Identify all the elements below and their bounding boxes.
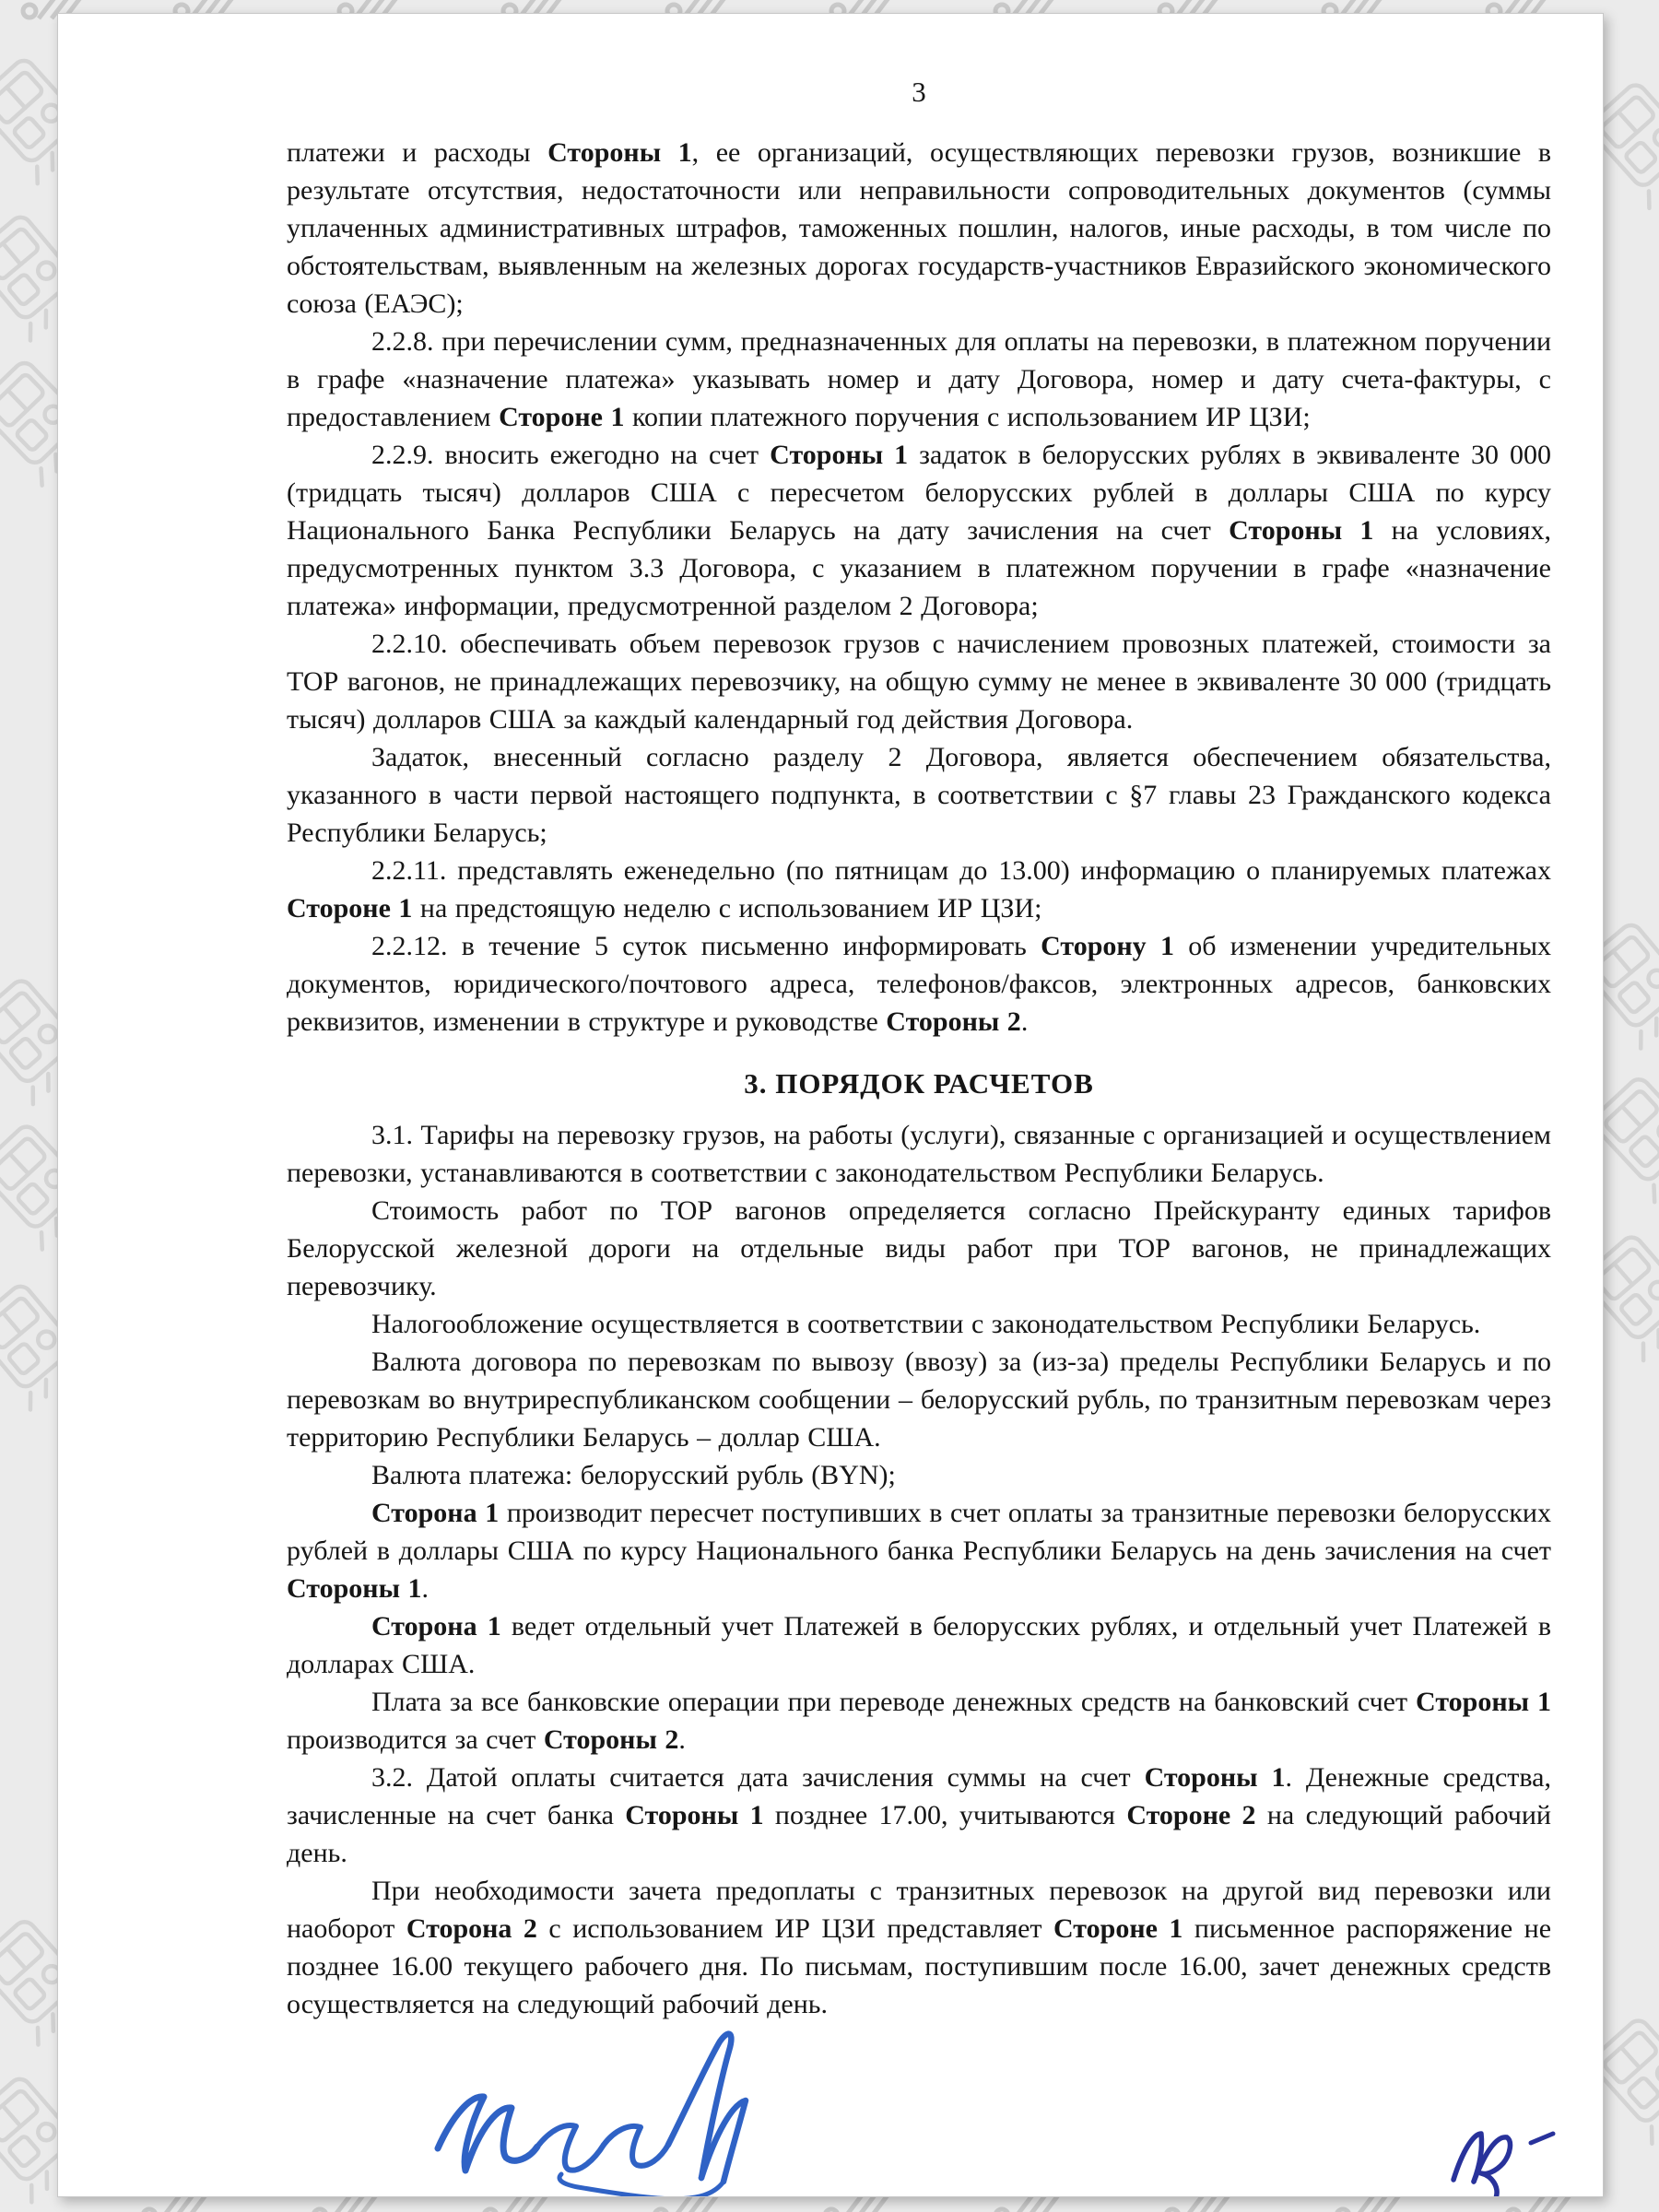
bold-text-run: 3. ПОРЯДОК РАСЧЕТОВ — [744, 1067, 1094, 1100]
text-run: ведет отдельный учет Платежей в белорусских рублях, и отдельный учет Платежей в долларах США. — [287, 1611, 1551, 1679]
text-run: . Денежные средства, зачисленные на счет банка — [287, 1762, 1551, 1830]
text-run: 2.2.10. обеспечивать объем перевозок грузов с начислением провозных платежей, стоимости за ТОР вагонов, не принадлежащих перевозчику, на общую сумму не менее в эквиваленте 30 000 (тридцать тысяч) долларов США за каждый календарный год действия Договора. — [287, 629, 1551, 735]
text-run: на условиях, предусмотренных пунктом 3.3 Договора, с указанием в платежном поручении в графе «назначение платежа» информации, предусмотренной разделом 2 Договора; — [287, 515, 1551, 621]
paragraph — [287, 1607, 1551, 1683]
text-run: 3.2. Датой оплаты считается дата зачисления суммы на счет — [371, 1762, 1145, 1793]
paragraph — [287, 738, 1551, 852]
bold-text-run: Стороне 1 — [287, 893, 413, 924]
text-run: копии платежного поручения с использованием ИР ЦЗИ; — [624, 402, 1311, 432]
text-run: с использованием ИР ЦЗИ представляет — [536, 1913, 1054, 1944]
bold-text-run: Сторона 1 — [371, 1498, 500, 1528]
bold-text-run: Стороне 1 — [1053, 1913, 1183, 1944]
document-page — [57, 13, 1604, 2197]
paragraph — [287, 927, 1551, 1041]
text-run: на предстоящую неделю с использованием ИР ЦЗИ; — [412, 893, 1042, 924]
text-run: Стоимость работ по ТОР вагонов определяется согласно Прейскуранту единых тарифов Белорусской железной дороги на отдельные виды работ при ТОР вагонов, не принадлежащих перевозчику. — [287, 1195, 1551, 1301]
text-run: 3.1. Тарифы на перевозку грузов, на работы (услуги), связанные с организацией и осуществлением перевозки, устанавливаются в соответствии с законодательством Республики Беларусь. — [287, 1120, 1551, 1188]
paragraph — [287, 436, 1551, 625]
document-body — [287, 73, 1551, 2023]
paragraph — [287, 1494, 1551, 1607]
paragraph — [287, 1759, 1551, 1872]
bold-text-run: Сторона 2 — [406, 1913, 537, 1944]
bold-text-run: Стороне 1 — [499, 402, 625, 432]
text-run: 2.2.9. вносить ежегодно на счет — [371, 440, 771, 470]
text-run: позднее 17.00, учитываются — [763, 1800, 1127, 1830]
text-run: 2.2.11. представлять еженедельно (по пятницам до 13.00) информацию о планируемых платежах — [371, 855, 1551, 886]
text-run: платежи и расходы — [287, 137, 548, 168]
bold-text-run: Стороны 1 — [287, 1573, 422, 1604]
section-heading — [287, 1065, 1551, 1103]
paragraph — [287, 134, 1551, 323]
paragraph — [287, 1305, 1551, 1343]
text-run: Налогообложение осуществляется в соответствии с законодательством Республики Беларусь. — [371, 1309, 1481, 1339]
bold-text-run: Стороны 1 — [1229, 515, 1374, 546]
bold-text-run: Стороны 1 — [770, 440, 909, 470]
bold-text-run: Стороны 2 — [543, 1724, 679, 1755]
text-run: Валюта договора по перевозкам по вывозу (ввозу) за (из-за) пределы Республики Беларусь и по перевозкам во внутриреспубликанском сообщении – белорусский рубль, по транзитным перевозкам через территорию Республики Беларусь – доллар США. — [287, 1347, 1551, 1453]
text-run: , ее организаций, осуществляющих перевозки грузов, возникшие в результате отсутствия, недостаточности или неправильности сопроводительных документов (суммы уплаченных административных штрафов, таможенных пошлин, налогов, иные расходы, в том числе по обстоятельствам, выявленным на железных дорогах государств-участников Евразийского экономического союза (ЕАЭС); — [287, 137, 1551, 319]
handwritten-signature-icon — [425, 2019, 830, 2197]
bold-text-run: Сторону 1 — [1041, 931, 1174, 961]
text-run: об изменении учредительных документов, юридического/почтового адреса, телефонов/факсов, электронных адресов, банковских реквизитов, изменении в структуре и руководстве — [287, 931, 1551, 1037]
paragraph — [287, 1456, 1551, 1494]
bold-text-run: Стороны 1 — [547, 137, 692, 168]
paragraph — [287, 1872, 1551, 2023]
paragraph — [287, 1343, 1551, 1456]
paragraph — [287, 1192, 1551, 1305]
text-run: При необходимости зачета предоплаты с транзитных перевозок на другой вид перевозки или наоборот — [287, 1876, 1551, 1944]
text-run: 2.2.8. при перечислении сумм, предназначенных для оплаты на перевозки, в платежном поручении в графе «назначение платежа» указывать номер и дату Договора, номер и дату счета-фактуры, с предоставлением — [287, 326, 1551, 432]
text-run: на следующий рабочий день. — [287, 1800, 1551, 1868]
text-run: . — [1020, 1006, 1029, 1037]
handwritten-initials-icon — [1439, 2102, 1577, 2197]
text-run: Задаток, внесенный согласно разделу 2 Договора, является обеспечением обязательства, указанного в части первой настоящего подпункта, в соответствии с §7 главы 23 Гражданского кодекса Республики Беларусь; — [287, 742, 1551, 848]
text-run: Валюта платежа: белорусский рубль (BYN); — [371, 1460, 896, 1490]
bold-text-run: Стороны 1 — [1416, 1687, 1552, 1717]
paragraph — [287, 625, 1551, 738]
text-run: письменное распоряжение не позднее 16.00 текущего рабочего дня. По письмам, поступившим после 16.00, зачет денежных средств осуществляется на следующий рабочий день. — [287, 1913, 1552, 2019]
bold-text-run: Стороны 1 — [625, 1800, 764, 1830]
paragraph — [287, 323, 1551, 436]
text-run: 2.2.12. в течение 5 суток письменно информировать — [371, 931, 1041, 961]
bold-text-run: Стороны 1 — [1144, 1762, 1286, 1793]
text-run: . — [678, 1724, 686, 1755]
bold-text-run: Стороны 2 — [886, 1006, 1021, 1037]
text-run: производится за счет — [287, 1724, 544, 1755]
text-run: задаток в белорусских рублях в эквиваленте 30 000 (тридцать тысяч) долларов США с пересчетом белорусских рублей в доллары США по курсу Национального Банка Республики Беларусь на дату зачисления на счет — [287, 440, 1551, 546]
page-number: 3 — [912, 76, 926, 108]
paragraph — [287, 1683, 1551, 1759]
paragraph — [287, 852, 1551, 927]
text-run: . — [421, 1573, 429, 1604]
paragraph — [287, 1116, 1551, 1192]
text-run: производит пересчет поступивших в счет оплаты за транзитные перевозки белорусских рублей в доллары США по курсу Национального банка Республики Беларусь на день зачисления на счет — [287, 1498, 1551, 1566]
text-run: Плата за все банковские операции при переводе денежных средств на банковский счет — [371, 1687, 1417, 1717]
bold-text-run: Сторона 1 — [371, 1611, 501, 1641]
bold-text-run: Стороне 2 — [1126, 1800, 1256, 1830]
